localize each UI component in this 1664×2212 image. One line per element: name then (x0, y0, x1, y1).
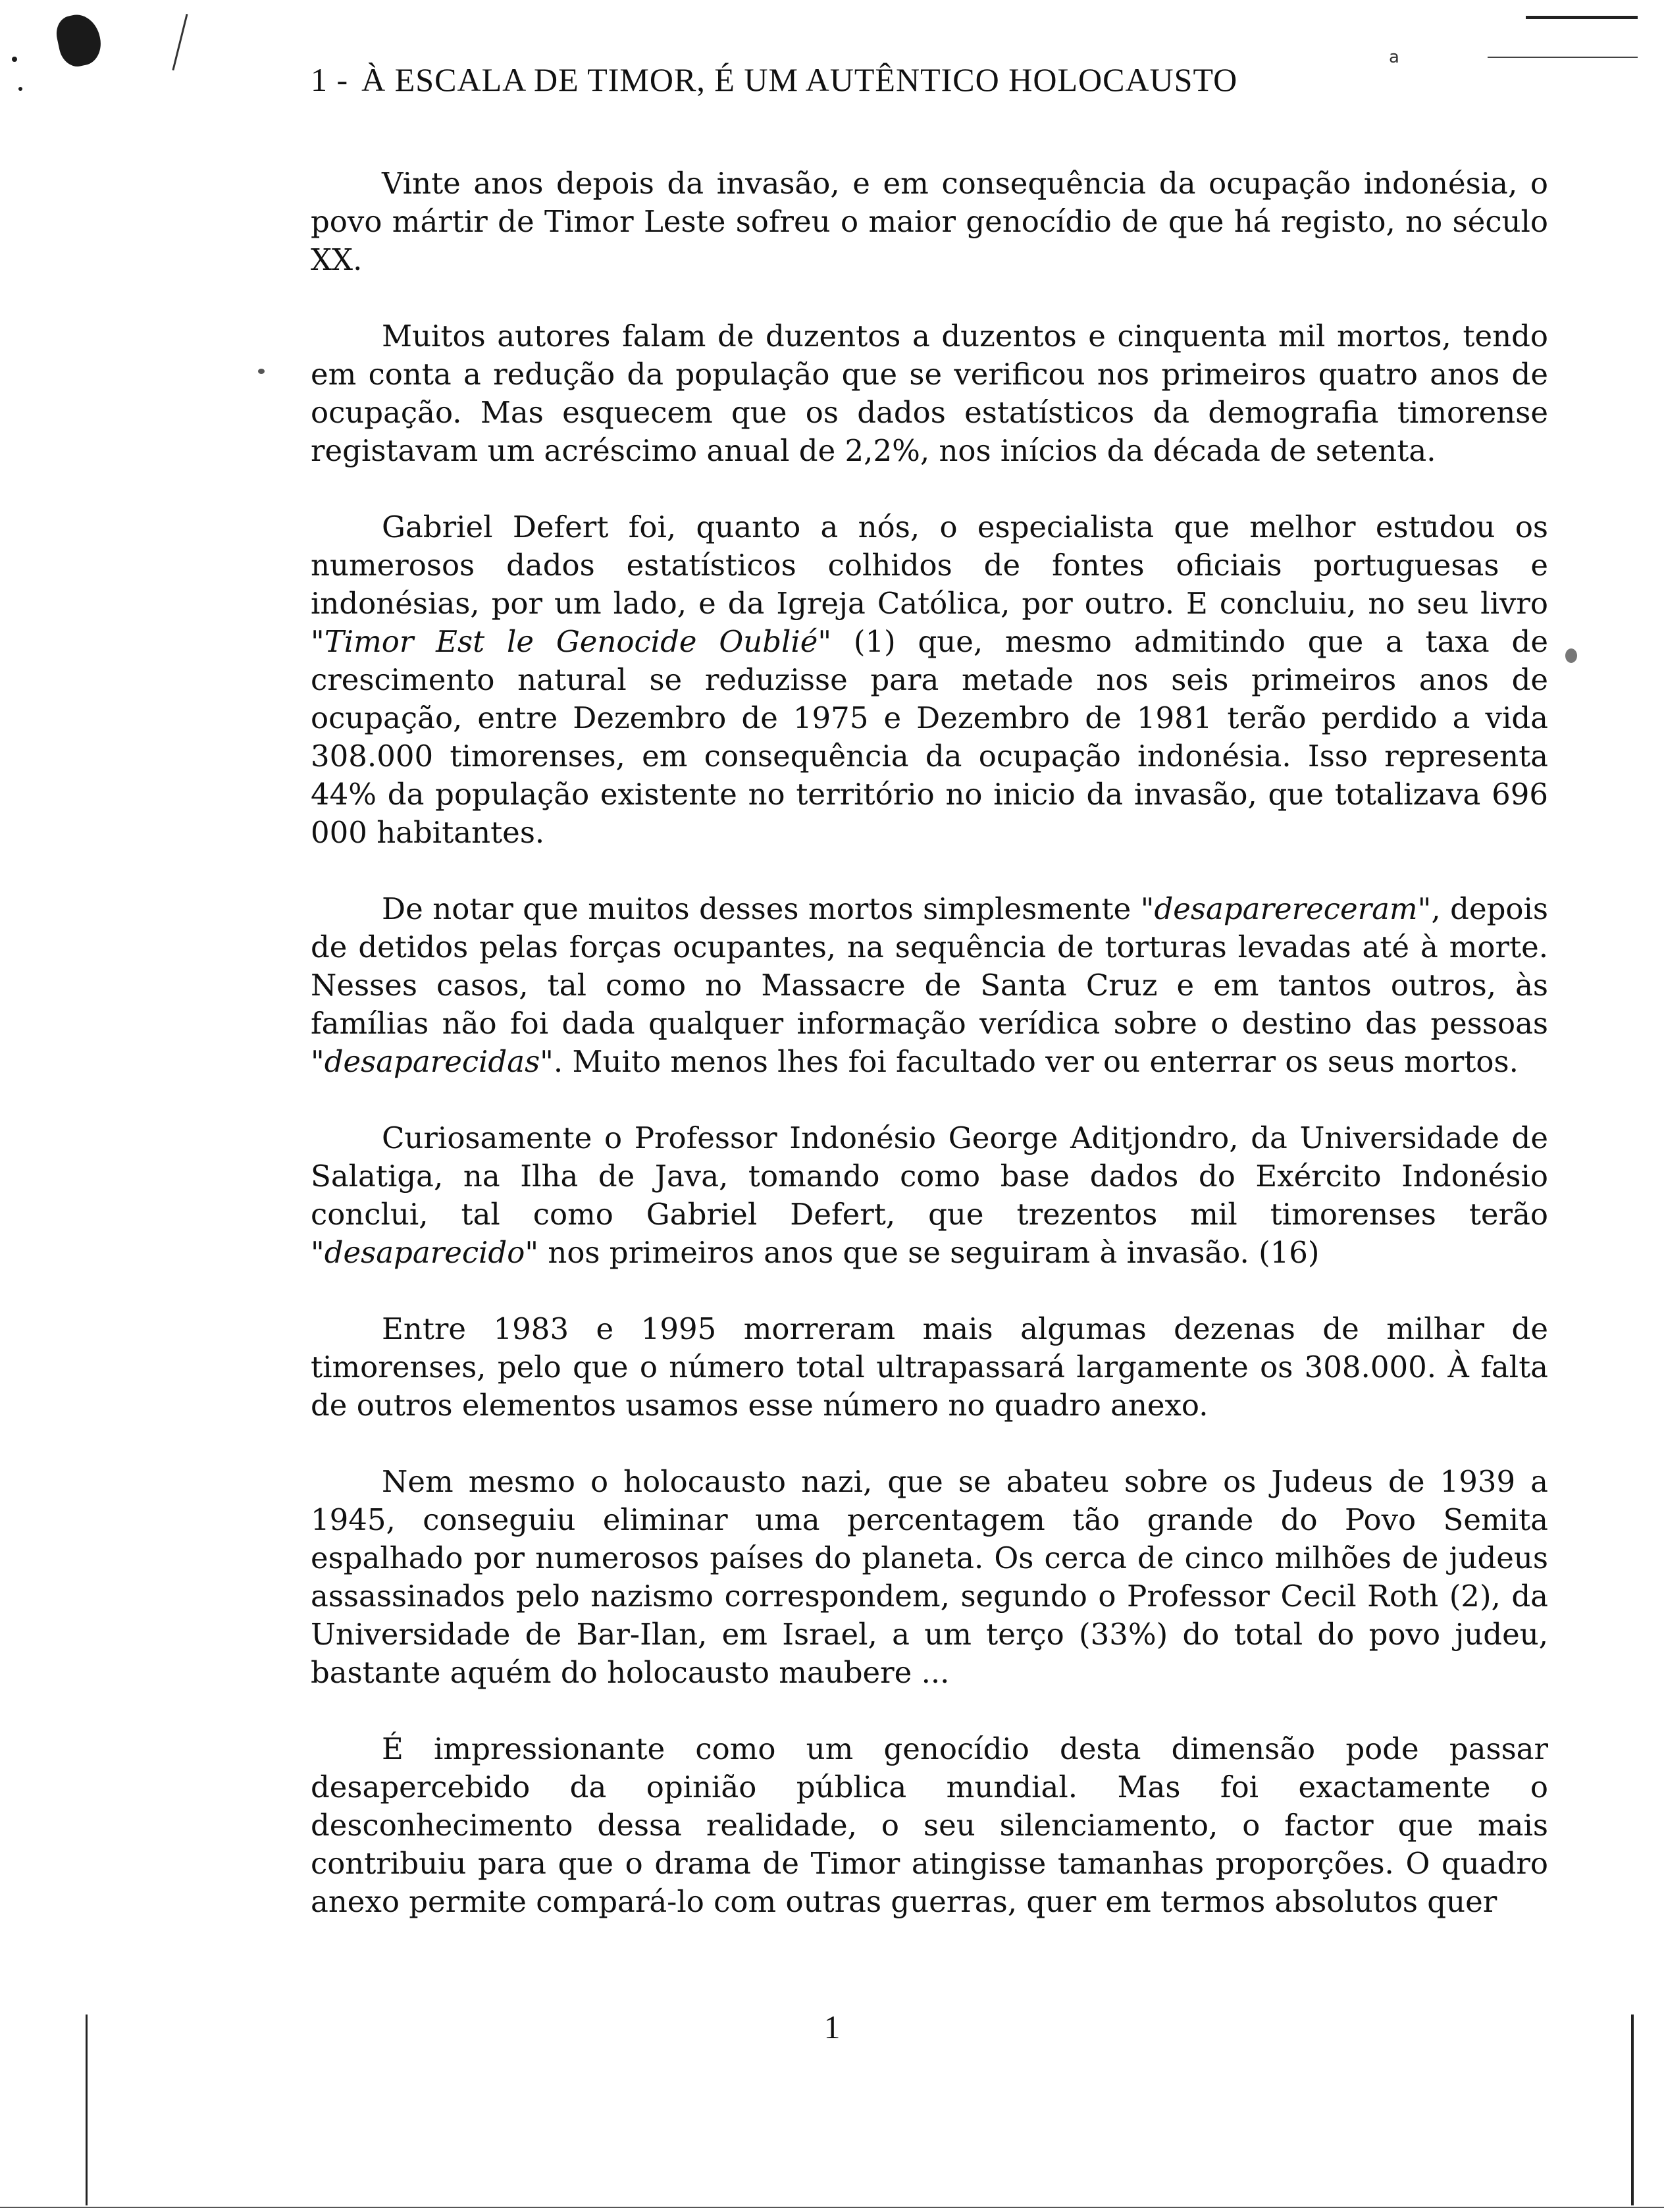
section-title (311, 61, 1430, 99)
paragraph-5 (311, 1119, 1548, 1272)
section-title-text: À ESCALA DE TIMOR, É UM AUTÊNTICO HOLOCAUSTO (361, 61, 1238, 98)
section-number: 1 - (311, 61, 349, 98)
corner-mark: a (1389, 47, 1399, 67)
quoted-term: "desaparereceram" (1140, 891, 1432, 926)
quoted-term: "desaparecido" (311, 1235, 539, 1270)
scan-speck (12, 57, 17, 62)
paragraph-text: (1) que, mesmo admitindo que a taxa de crescimento natural se reduzisse para metade nos seis primeiros anos de ocupação, entre Dezembro de 1975 e Dezembro de 1981 terão perdido a vida 308.000 timorenses, em consequência da ocupação indonésia. Isso representa 44% da população existente no território no inicio da invasão, que totalizava 696 000 habitantes. (311, 624, 1548, 850)
paragraph-text: . Muito menos lhes foi facultado ver ou enterrar os seus mortos. (553, 1044, 1519, 1079)
paragraph-text: De notar que muitos desses mortos simplesmente (382, 891, 1141, 926)
scan-blot (53, 11, 105, 70)
paragraph-text: Curiosamente o Professor Indonésio George Aditjondro, da Universidade de Salatiga, na Ilha de Java, tomando como base dados do Exército Indonésio conclui, tal como Gabriel Defert, que trezentos mil timorenses terão (311, 1120, 1548, 1232)
scan-speck (258, 369, 265, 374)
paragraph-8: É impressionante como um genocídio desta dimensão pode passar desapercebido da opinião pública mundial. Mas foi exactamente o desconhecimento dessa realidade, o seu silenciamento, o factor que mais contribuiu para que o drama de Timor atingisse tamanhas proporções. O quadro anexo permite compará-lo com outras guerras, quer em termos absolutos quer (311, 1731, 1548, 1919)
paragraph-7: Nem mesmo o holocausto nazi, que se abateu sobre os Judeus de 1939 a 1945, conseguiu eliminar uma percentagem tão grande do Povo Semita espalhado por numerosos países do planeta. Os cerca de cinco milhões de judeus assassinados pelo nazismo correspondem, segundo o Professor Cecil Roth (2), da Universidade de Bar-Ilan, em Israel, a um terço (33%) do total do povo judeu, bastante aquém do holocausto maubere ... (311, 1464, 1548, 1690)
scan-line (1488, 57, 1638, 58)
paragraph-6: Entre 1983 e 1995 morreram mais algumas dezenas de milhar de timorenses, pelo que o número total ultrapassará largamente os 308.000. À falta de outros elementos usamos esse número no quadro anexo. (311, 1311, 1548, 1423)
paragraph-text: Gabriel Defert foi, quanto a nós, o especialista que melhor estudou os numerosos dados estatísticos colhidos de fontes oficiais portuguesas e indonésias, por um lado, e da Igreja Católica, por outro. E concluiu, no seu livro (311, 510, 1548, 621)
scan-line (1526, 16, 1638, 19)
paragraph-4 (311, 890, 1548, 1081)
paragraph-3 (311, 508, 1548, 852)
scan-mark (172, 14, 188, 70)
paragraph-text: nos primeiros anos que se seguiram à invasão. (16) (538, 1235, 1320, 1270)
page-number: 1 (823, 2009, 841, 2045)
scan-edge-line (1631, 2014, 1634, 2205)
scan-edge-line (0, 2207, 1664, 2208)
body-text (311, 165, 1548, 1959)
scan-edge-line (86, 2014, 88, 2205)
scan-speck (18, 87, 22, 91)
paragraph-2: Muitos autores falam de duzentos a duzentos e cinquenta mil mortos, tendo em conta a redução da população que se verificou nos primeiros quatro anos de ocupação. Mas esquecem que os dados estatísticos da demografia timorense registavam um acréscimo anual de 2,2%, nos inícios da década de setenta. (311, 319, 1548, 468)
paragraph-1: Vinte anos depois da invasão, e em consequência da ocupação indonésia, o povo mártir de Timor Leste sofreu o maior genocídio de que há registo, no século XX. (311, 166, 1548, 277)
paragraph-text: , depois de detidos pelas forças ocupantes, na sequência de torturas levadas até à morte. Nesses casos, tal como no Massacre de Santa Cruz e em tantos outros, às famílias não foi dada qualquer informação verídica sobre o destino das pessoas (311, 891, 1548, 1041)
book-title: "Timor Est le Genocide Oublié" (311, 624, 832, 659)
quoted-term: "desaparecidas" (311, 1044, 554, 1079)
scan-speck (1565, 648, 1577, 663)
